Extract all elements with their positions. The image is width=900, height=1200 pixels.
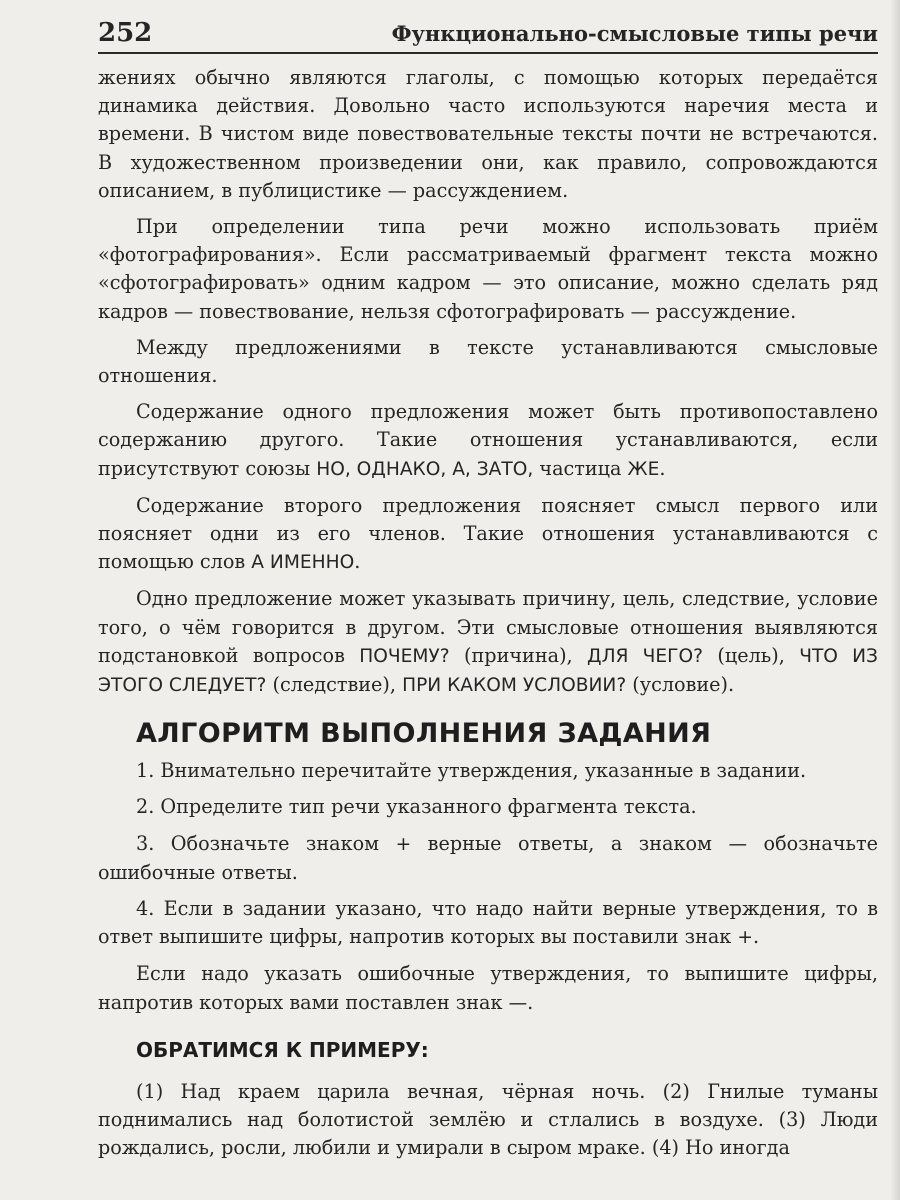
dash-sign: — [728, 833, 748, 855]
opposition-conjunctions: НО, ОДНАКО, А, ЗАТО, [316, 458, 534, 480]
page-number: 252 [98, 18, 153, 48]
question-under-what-condition: ПРИ КАКОМ УСЛОВИИ? [402, 675, 627, 697]
paragraph-semantic-relations: Между предложениями в тексте устанавливаются смысловые отношения. [98, 335, 878, 388]
question-why: ПОЧЕМУ? [359, 645, 450, 667]
algorithm-note [98, 960, 878, 1017]
plus-sign: + [395, 833, 412, 855]
explanation-end: . [354, 550, 361, 574]
explanation-keywords: А ИМЕННО [251, 552, 355, 574]
explanation-text: Содержание второго предложения поясняет смысл первого или поясняет одни из его членов. Такие отношения устанавливаются с помощью слов [98, 493, 878, 574]
opposition-end: . [659, 456, 666, 480]
label-condition: (условие). [626, 673, 735, 697]
label-purpose: (цель), [703, 643, 800, 667]
step3-text-b: верные ответы, а знаком [411, 831, 729, 855]
opposition-text: Содержание одного предложения может быть противопоставлено содержанию другого. Такие отношения устанавливаются, если присутствуют союзы [98, 400, 878, 480]
label-cause: (причина), [449, 643, 588, 667]
example-text: (1) Над краем царила вечная, чёрная ночь. (2) Гнилые туманы поднимались над болотистой землёю и стлались в воздухе. (3) Люди рождались, росли, любили и умирали в сыром мраке. (4) Но иногда [98, 1079, 878, 1160]
question-what-for: ДЛЯ ЧЕГО? [587, 645, 704, 667]
page-spine-shadow [890, 0, 900, 1200]
paragraph-narration-continued: жениях обычно являются глаголы, с помощью которых передаётся динамика действия. Довольно часто используются наречия места и времени. В чистом виде повествовательные тексты почти не встречаются. В художественном произведении они, как правило, сопровождаются описанием, в публицистике — рассуждением. [98, 66, 878, 202]
note-end: . [527, 990, 534, 1014]
running-title: Функционально-смысловые типы речи [391, 21, 878, 46]
question-what-follows: ЧТО ИЗ ЭТОГО СЛЕДУЕТ? [98, 645, 878, 697]
step4-end: . [752, 925, 760, 949]
dash-sign: — [508, 992, 528, 1014]
example-heading: ОБРАТИМСЯ К ПРИМЕРУ: [136, 1037, 429, 1062]
step3-text-c: обозначьте ошибочные ответы. [98, 831, 878, 884]
opposition-particle: ЖЕ [627, 458, 660, 480]
note-text: Если надо указать ошибочные утверждения, то выпишите цифры, напротив которых вами поставлен знак [98, 962, 878, 1014]
step3-text-a: 3. Обозначьте знаком [136, 831, 396, 855]
opposition-mid: частица [533, 456, 628, 480]
paragraph-photography-technique: При определении типа речи можно использовать приём «фотографирования». Если рассматриваемый фрагмент текста можно «сфотографировать» одним кадром — это описание, можно сделать ряд кадров — повествование, нельзя сфотографировать — рассуждение. [98, 215, 878, 323]
plus-sign: + [737, 927, 753, 949]
algorithm-step-2: 2. Определите тип речи указанного фрагмента текста. [136, 795, 697, 819]
algorithm-heading: АЛГОРИТМ ВЫПОЛНЕНИЯ ЗАДАНИЯ [136, 718, 712, 750]
algorithm-step-4 [98, 895, 878, 952]
page-header [98, 18, 878, 54]
step4-text: 4. Если в задании указано, что надо найти верные утверждения, то в ответ выпишите цифры, напротив которых вы поставили знак [98, 897, 878, 949]
paragraph-explanation [98, 492, 878, 578]
label-consequence: (следствие), [266, 673, 403, 697]
cause-text: Одно предложение может указывать причину, цель, следствие, условие того, о чём говорится в другом. Эти смысловые отношения выявляются подстановкой вопросов [98, 587, 878, 667]
algorithm-step-3 [98, 830, 878, 887]
paragraph-opposition [98, 398, 878, 484]
algorithm-step-1: 1. Внимательно перечитайте утверждения, указанные в задании. [136, 759, 807, 783]
paragraph-cause-effect [98, 585, 878, 700]
